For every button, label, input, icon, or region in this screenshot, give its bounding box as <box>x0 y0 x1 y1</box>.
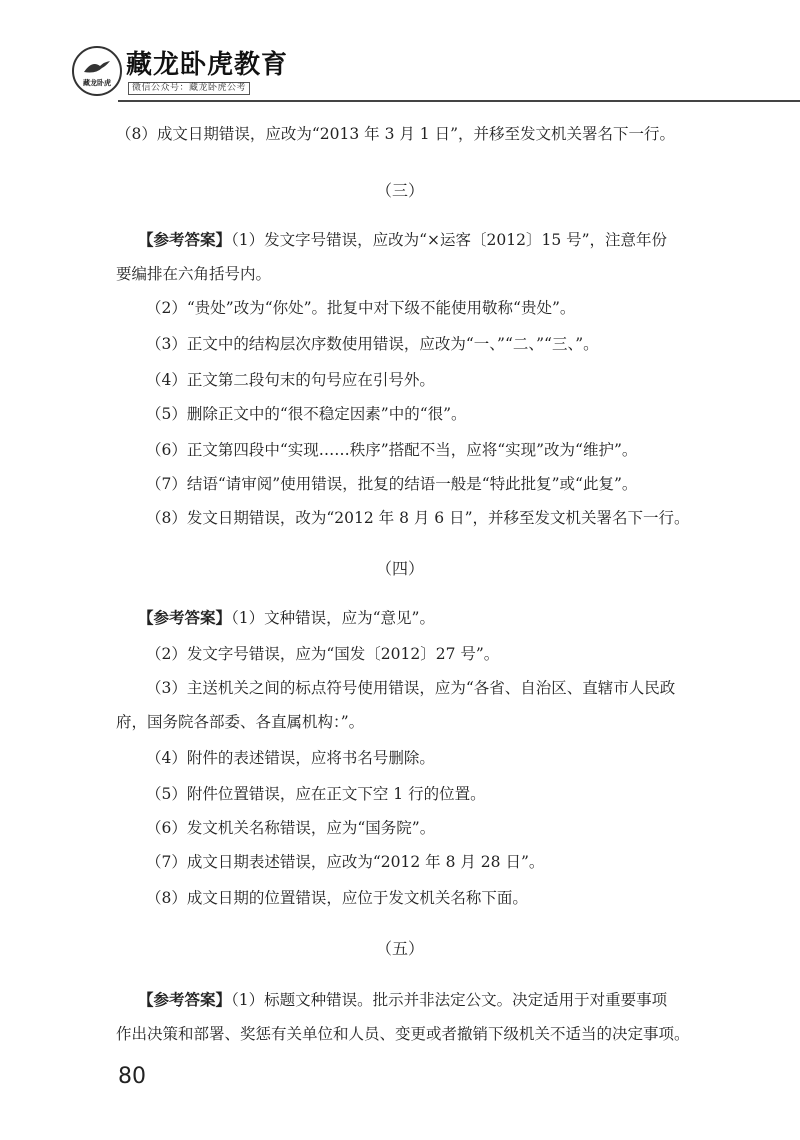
answer-item: （8）成文日期的位置错误，应位于发文机关名称下面。 <box>146 889 528 907</box>
header-divider <box>118 100 800 102</box>
answer-item: （4）正文第二段句末的句号应在引号外。 <box>146 371 435 389</box>
answer-item: （3）正文中的结构层次序数使用错误，应改为“一、”“二、”“三、”。 <box>146 335 599 353</box>
logo-text: 藏龙卧虎 <box>83 79 111 87</box>
answer-label: 【参考答案】 <box>138 609 232 627</box>
answer-label: 【参考答案】 <box>138 991 232 1009</box>
answer-item: （2）“贵处”改为“你处”。批复中对下级不能使用敬称“贵处”。 <box>146 299 576 317</box>
answer-item <box>138 600 758 636</box>
answer-label: 【参考答案】 <box>138 231 232 249</box>
section-heading: （五） <box>375 939 424 958</box>
answer-item: （5）删除正文中的“很不稳定因素”中的“很”。 <box>146 405 467 423</box>
answer-item: （6）发文机关名称错误，应为“国务院”。 <box>146 819 436 837</box>
section-heading: （三） <box>375 181 424 200</box>
answer-item: （7）成文日期表述错误，应改为“2012 年 8 月 28 日”。 <box>146 853 545 871</box>
answer-item: （8）发文日期错误，改为“2012 年 8 月 6 日”，并移至发文机关署名下一行。 <box>146 509 690 527</box>
answer-item-continued: 府，国务院各部委、各直属机构：”。 <box>116 713 365 731</box>
answer-text: （1）文种错误，应为“意见”。 <box>231 609 435 627</box>
answer-item: （5）附件位置错误，应在正文下空 1 行的位置。 <box>146 785 486 803</box>
answer-item <box>138 982 758 1018</box>
answer-text: （1）发文字号错误，应改为“×运客〔2012〕15 号”，注意年份 <box>231 231 668 249</box>
brand-logo <box>72 46 122 96</box>
answer-item: （4）附件的表述错误，应将书名号删除。 <box>146 749 435 767</box>
page-header <box>0 0 800 104</box>
section-heading: （四） <box>375 559 424 578</box>
answer-item: （2）发文字号错误，应为“国发〔2012〕27 号”。 <box>146 645 500 663</box>
brand-name: 藏龙卧虎教育 <box>126 50 289 80</box>
answer-text: （1）标题文种错误。批示并非法定公文。决定适用于对重要事项 <box>231 991 668 1009</box>
answer-item-continued: 要编排在六角括号内。 <box>116 265 272 283</box>
answer-item: （6）正文第四段中“实现……秩序”搭配不当，应将“实现”改为“维护”。 <box>146 441 638 459</box>
page-number: 80 <box>118 1064 146 1089</box>
answer-item: （7）结语“请审阅”使用错误，批复的结语一般是“特此批复”或“此复”。 <box>146 475 638 493</box>
answer-item-continued: 作出决策和部署、奖惩有关单位和人员、变更或者撤销下级机关不适当的决定事项。 <box>116 1025 690 1043</box>
answer-item <box>138 222 758 258</box>
brand-subtitle: 微信公众号：藏龙卧虎公考 <box>128 82 250 95</box>
answer-item: （8）成文日期错误，应改为“2013 年 3 月 1 日”，并移至发文机关署名下一行。 <box>116 125 676 143</box>
bird-icon <box>82 58 112 76</box>
answer-item: （3）主送机关之间的标点符号使用错误，应为“各省、自治区、直辖市人民政 <box>146 679 676 697</box>
